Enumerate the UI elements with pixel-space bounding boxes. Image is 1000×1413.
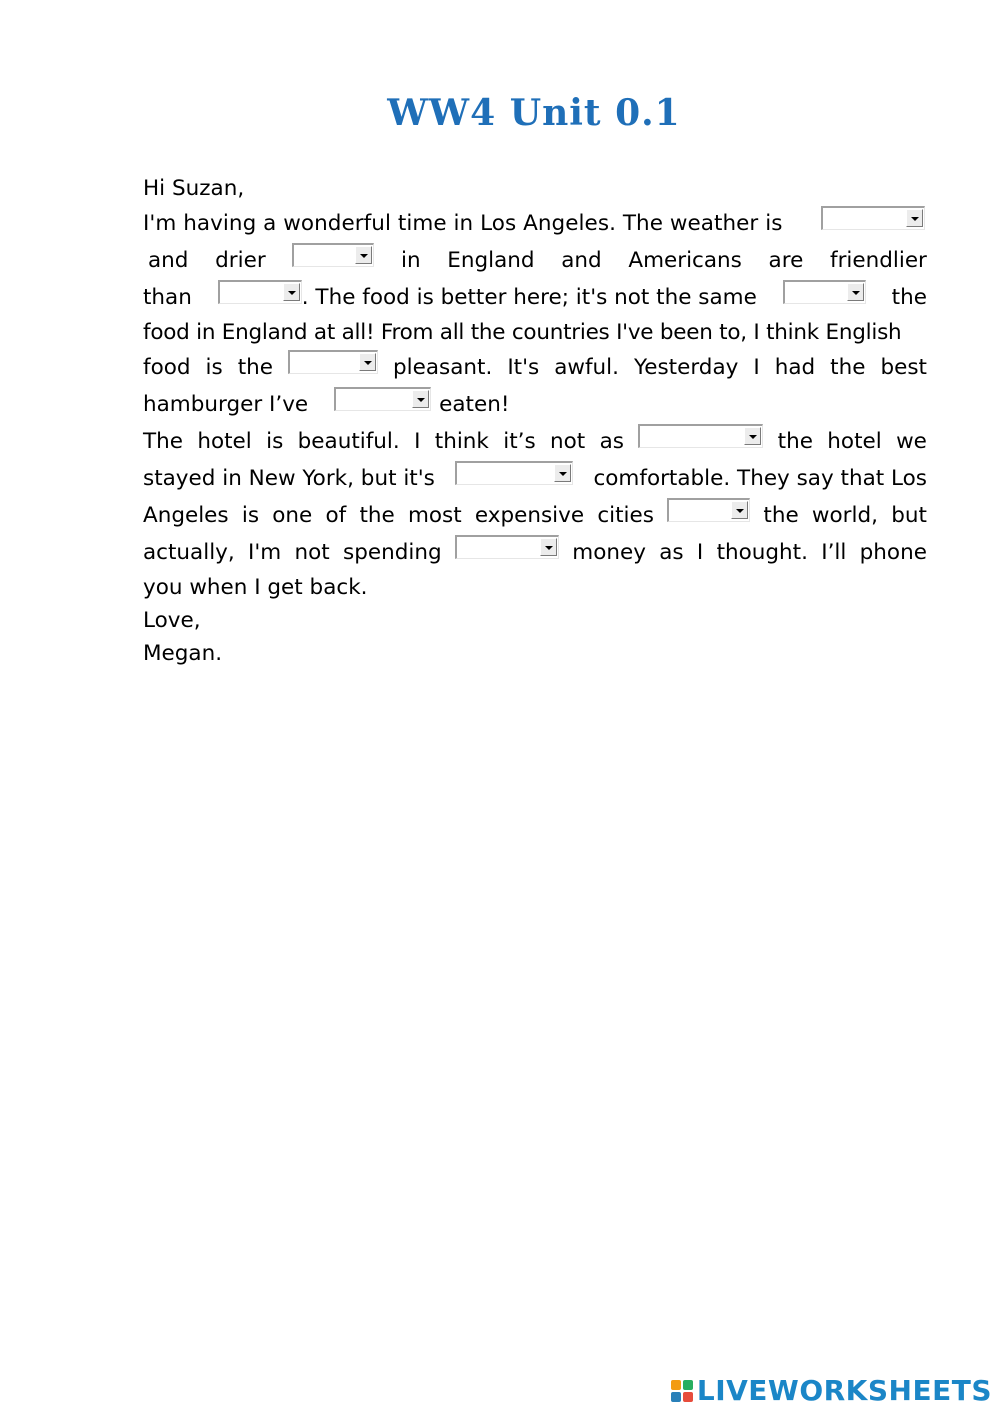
closing xyxy=(143,604,927,637)
chevron-down-icon xyxy=(554,464,571,482)
letter-body xyxy=(143,172,927,670)
greeting xyxy=(143,172,927,205)
answer-dropdown-10[interactable] xyxy=(455,535,559,559)
line-4 xyxy=(143,316,927,349)
liveworksheets-icon xyxy=(671,1380,693,1402)
word: one xyxy=(272,503,313,528)
line-text: you when I get back. xyxy=(143,575,368,600)
word: England xyxy=(447,248,535,273)
signature xyxy=(143,637,927,670)
chevron-down-icon xyxy=(847,283,864,301)
closing-text: Love, xyxy=(143,608,201,633)
word: is xyxy=(241,503,260,528)
word: world, xyxy=(811,503,878,528)
word: It's xyxy=(507,355,540,380)
line-2 xyxy=(143,242,927,279)
word: I xyxy=(753,355,760,380)
word: I xyxy=(414,429,421,454)
line-9 xyxy=(143,497,927,534)
answer-dropdown-1[interactable] xyxy=(821,206,925,230)
word: are xyxy=(768,248,804,273)
chevron-down-icon xyxy=(359,353,376,371)
chevron-down-icon xyxy=(744,427,761,445)
word: is xyxy=(266,429,284,454)
word: The xyxy=(143,429,183,454)
word: the xyxy=(777,429,813,454)
word: the xyxy=(237,355,274,380)
answer-dropdown-5[interactable] xyxy=(288,350,378,374)
word: awful. xyxy=(554,355,619,380)
word: think xyxy=(434,429,489,454)
word: of xyxy=(325,503,347,528)
word: and xyxy=(148,248,189,273)
chevron-down-icon xyxy=(731,501,748,519)
word: hotel xyxy=(827,429,882,454)
word: the xyxy=(830,355,866,380)
word: expensive xyxy=(474,503,585,528)
logo-square xyxy=(683,1392,693,1402)
answer-dropdown-4[interactable] xyxy=(783,280,866,304)
chevron-down-icon xyxy=(355,246,372,264)
word: is xyxy=(205,355,223,380)
answer-dropdown-7[interactable] xyxy=(638,424,763,448)
liveworksheets-logo[interactable] xyxy=(671,1374,992,1407)
word: Angeles xyxy=(143,503,229,528)
line-7 xyxy=(143,423,927,460)
word: drier xyxy=(215,248,266,273)
greeting-text: Hi Suzan, xyxy=(143,176,245,201)
line-text: I'm having a wonderful time in Los Angeles. The weather is xyxy=(143,211,783,236)
word: eaten! xyxy=(439,392,510,417)
line-6 xyxy=(143,386,927,423)
word: in xyxy=(401,248,421,273)
word: the xyxy=(891,285,927,310)
word: most xyxy=(407,503,462,528)
word: as xyxy=(599,429,624,454)
word: cities xyxy=(597,503,654,528)
line-text: comfortable. They say that Los xyxy=(593,466,927,491)
word: but xyxy=(891,503,927,528)
word: Yesterday xyxy=(633,355,739,380)
word: we xyxy=(896,429,927,454)
word: best xyxy=(880,355,927,380)
word: the xyxy=(359,503,395,528)
line-text: food in England at all! From all the countries I've been to, I think English xyxy=(143,320,902,345)
word: as xyxy=(659,540,684,565)
line-3-middle xyxy=(218,279,757,316)
word: phone xyxy=(859,540,927,565)
line-text: . The food is better here; it's not the same xyxy=(301,285,757,310)
chevron-down-icon xyxy=(283,283,300,301)
word: spending xyxy=(343,540,442,565)
line-11 xyxy=(143,571,927,604)
line-3 xyxy=(143,279,927,316)
word: food xyxy=(143,355,191,380)
line-text: stayed in New York, but it's xyxy=(143,466,435,491)
word: friendlier xyxy=(830,248,927,273)
line-5 xyxy=(143,349,927,386)
word: hotel xyxy=(197,429,252,454)
word: it’s xyxy=(503,429,536,454)
word: I'm xyxy=(248,540,282,565)
word: I’ll xyxy=(821,540,847,565)
word: not xyxy=(550,429,586,454)
word: not xyxy=(294,540,330,565)
word: money xyxy=(572,540,646,565)
answer-dropdown-6[interactable] xyxy=(334,387,431,411)
word: thought. xyxy=(716,540,808,565)
answer-dropdown-8[interactable] xyxy=(455,461,573,485)
chevron-down-icon xyxy=(540,538,557,556)
word: pleasant. xyxy=(393,355,493,380)
chevron-down-icon xyxy=(412,390,429,408)
line-1 xyxy=(143,205,927,242)
signature-text: Megan. xyxy=(143,641,223,666)
logo-square xyxy=(671,1380,681,1390)
word: beautiful. xyxy=(297,429,400,454)
answer-dropdown-9[interactable] xyxy=(667,498,750,522)
word: I xyxy=(696,540,704,565)
word: had xyxy=(774,355,816,380)
word: the xyxy=(763,503,799,528)
answer-dropdown-3[interactable] xyxy=(218,280,302,304)
line-text: hamburger I’ve xyxy=(143,392,309,417)
line-8 xyxy=(143,460,927,497)
page-title: WW4 Unit 0.1 xyxy=(387,92,681,134)
line-10 xyxy=(143,534,927,571)
chevron-down-icon xyxy=(906,209,923,227)
word: Americans xyxy=(628,248,742,273)
word: than xyxy=(143,285,192,310)
logo-text: LIVEWORKSHEETS xyxy=(696,1374,992,1407)
word: and xyxy=(561,248,602,273)
answer-dropdown-2[interactable] xyxy=(292,243,374,267)
logo-square xyxy=(671,1392,681,1402)
logo-square xyxy=(683,1380,693,1390)
word: actually, xyxy=(143,540,235,565)
